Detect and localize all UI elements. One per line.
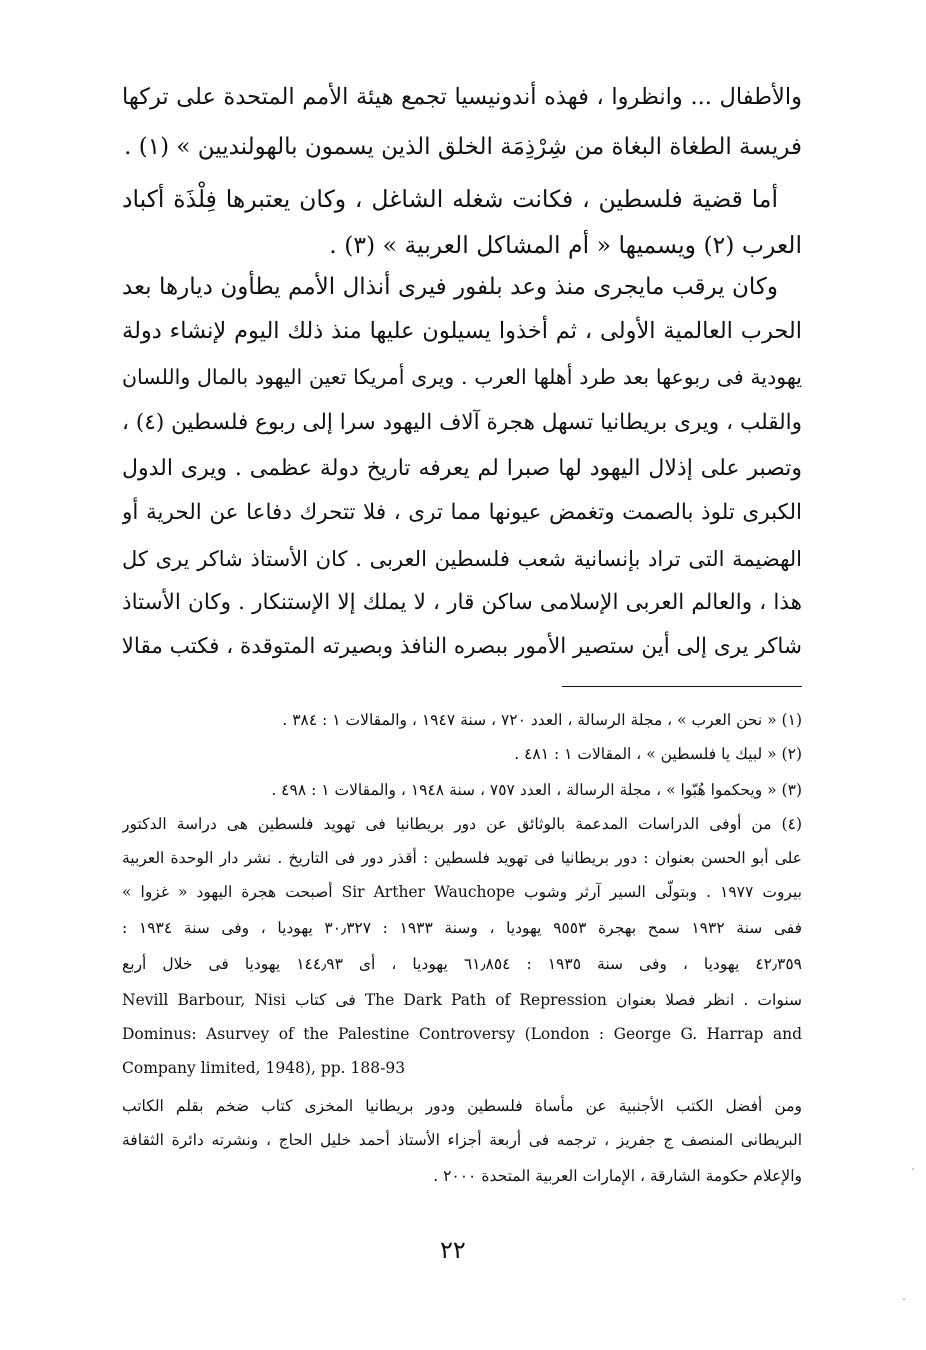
footnote-separator — [562, 686, 802, 687]
body-line-9: وتصبر على إذلال اليهود لها صبرا لم يعرفه تاريخ دولة عظمى . ويرى الدول — [122, 456, 802, 481]
footnote-4-line-7: Dominus: Asurvey of the Palestine Controversy (London : George G. Harrap and — [122, 1025, 802, 1043]
footnote-4-line-6: سنوات . انظر فصلا بعنوان The Dark Path of Repression فى كتاب Nevill Barbour, Nisi — [122, 991, 802, 1009]
body-line-2: فريسة الطغاة البغاة من شِرْذِمَة الخلق الذين يسمون بالهولنديين » (١) . — [124, 134, 802, 160]
footnote-4-line-4: ففى سنة ١٩٣٢ سمح بهجرة ٩٥٥٣ يهوديا ، وسنة ١٩٣٣ : ٣٠٫٣٢٧ يهوديا ، وفى سنة ١٩٣٤ : — [122, 919, 802, 937]
footnote-4-line-3: بيروت ١٩٧٧ . وبتولّى السير آرثر وشوب Sir Arther Wauchope أصبحت هجرة اليهود « غزوا » — [122, 883, 802, 901]
footnote-4-line-11: والإعلام حكومة الشارقة ، الإمارات العربية المتحدة ٢٠٠٠ . — [433, 1167, 802, 1185]
footnote-4-line-8: Company limited, 1948), pp. 188-93 — [122, 1059, 406, 1077]
footnote-4-line-5: ٤٢٫٣٥٩ يهوديا ، وفى سنة ١٩٣٥ : ٦١٫٨٥٤ يهوديا ، أى ١٤٤٫٩٣ يهوديا فى خلال أربع — [122, 955, 802, 973]
body-line-6: الحرب العالمية الأولى ، ثم أخذوا يسيلون عليها منذ ذلك اليوم لإنشاء دولة — [122, 318, 802, 344]
footnote-2: (٢) « لبيك يا فلسطين » ، المقالات ١ : ٤٨١ . — [514, 745, 802, 763]
body-line-11: الهضيمة التى تراد بإنسانية شعب فلسطين العربى . كان الأستاذ شاكر يرى كل — [122, 547, 802, 571]
body-line-13: شاكر يرى إلى أين ستصير الأمور ببصره النافذ وبصيرته المتوقدة ، فكتب مقالا — [122, 634, 802, 659]
footnote-3: (٣) « ويحكموا هُبّوا » ، مجلة الرسالة ، العدد ٧٥٧ ، سنة ١٩٤٨ ، والمقالات ١ : ٤٩٨ . — [271, 781, 802, 799]
body-line-3: أما قضية فلسطين ، فكانت شغله الشاغل ، وكان يعتبرها فِلْذَة أكباد — [122, 185, 778, 213]
scan-speck — [903, 1298, 905, 1300]
footnote-4-line-9: ومن أفضل الكتب الأجنبية عن مأساة فلسطين ودور بريطانيا المخزى كتاب ضخم بقلم الكاتب — [122, 1097, 802, 1115]
scan-speck — [912, 1168, 914, 1170]
footnote-4-line-10: البريطانى المنصف ج جفريز ، ترجمه فى أربعة أجزاء الأستاذ أحمد خليل الحاج ، ونشرته دائرة الثقافة — [122, 1131, 802, 1149]
body-line-5: وكان يرقب مايجرى منذ وعد بلفور فيرى أنذال الأمم يطأون ديارها بعد — [122, 274, 778, 300]
body-line-12: هذا ، والعالم العربى الإسلامى ساكن قار ، لا يملك إلا الإستنكار . وكان الأستاذ — [122, 590, 802, 615]
page-number: ٢٢ — [440, 1236, 466, 1264]
footnote-4-line-2: على أبو الحسن بعنوان : دور بريطانيا فى تهويد فلسطين : أقذر دور فى التاريخ . نشر دار الوحدة العربية — [122, 849, 802, 867]
body-line-10: الكبرى تلوذ بالصمت وتغمض عيونها مما ترى ، فلا تتحرك دفاعا عن الحرية أو — [122, 500, 802, 525]
body-line-4: العرب (٢) ويسميها « أم المشاكل العربية » (٣) . — [329, 231, 802, 259]
footnote-4-line-1: (٤) من أوفى الدراسات المدعمة بالوثائق عن دور بريطانيا فى تهويد فلسطين هى دراسة الدكتور — [122, 815, 802, 833]
body-line-7: يهودية فى ربوعها بعد طرد أهلها العرب . ويرى أمريكا تعين اليهود بالمال واللسان — [122, 365, 802, 389]
body-line-1: والأطفال ... وانظروا ، فهذه أندونيسيا تجمع هيئة الأمم المتحدة على تركها — [122, 84, 802, 110]
body-line-8: والقلب ، ويرى بريطانيا تسهل هجرة آلاف اليهود سرا إلى ربوع فلسطين (٤) ، — [122, 410, 802, 435]
footnote-1: (١) « نحن العرب » ، مجلة الرسالة ، العدد ٧٢٠ ، سنة ١٩٤٧ ، والمقالات ١ : ٣٨٤ . — [282, 711, 802, 729]
